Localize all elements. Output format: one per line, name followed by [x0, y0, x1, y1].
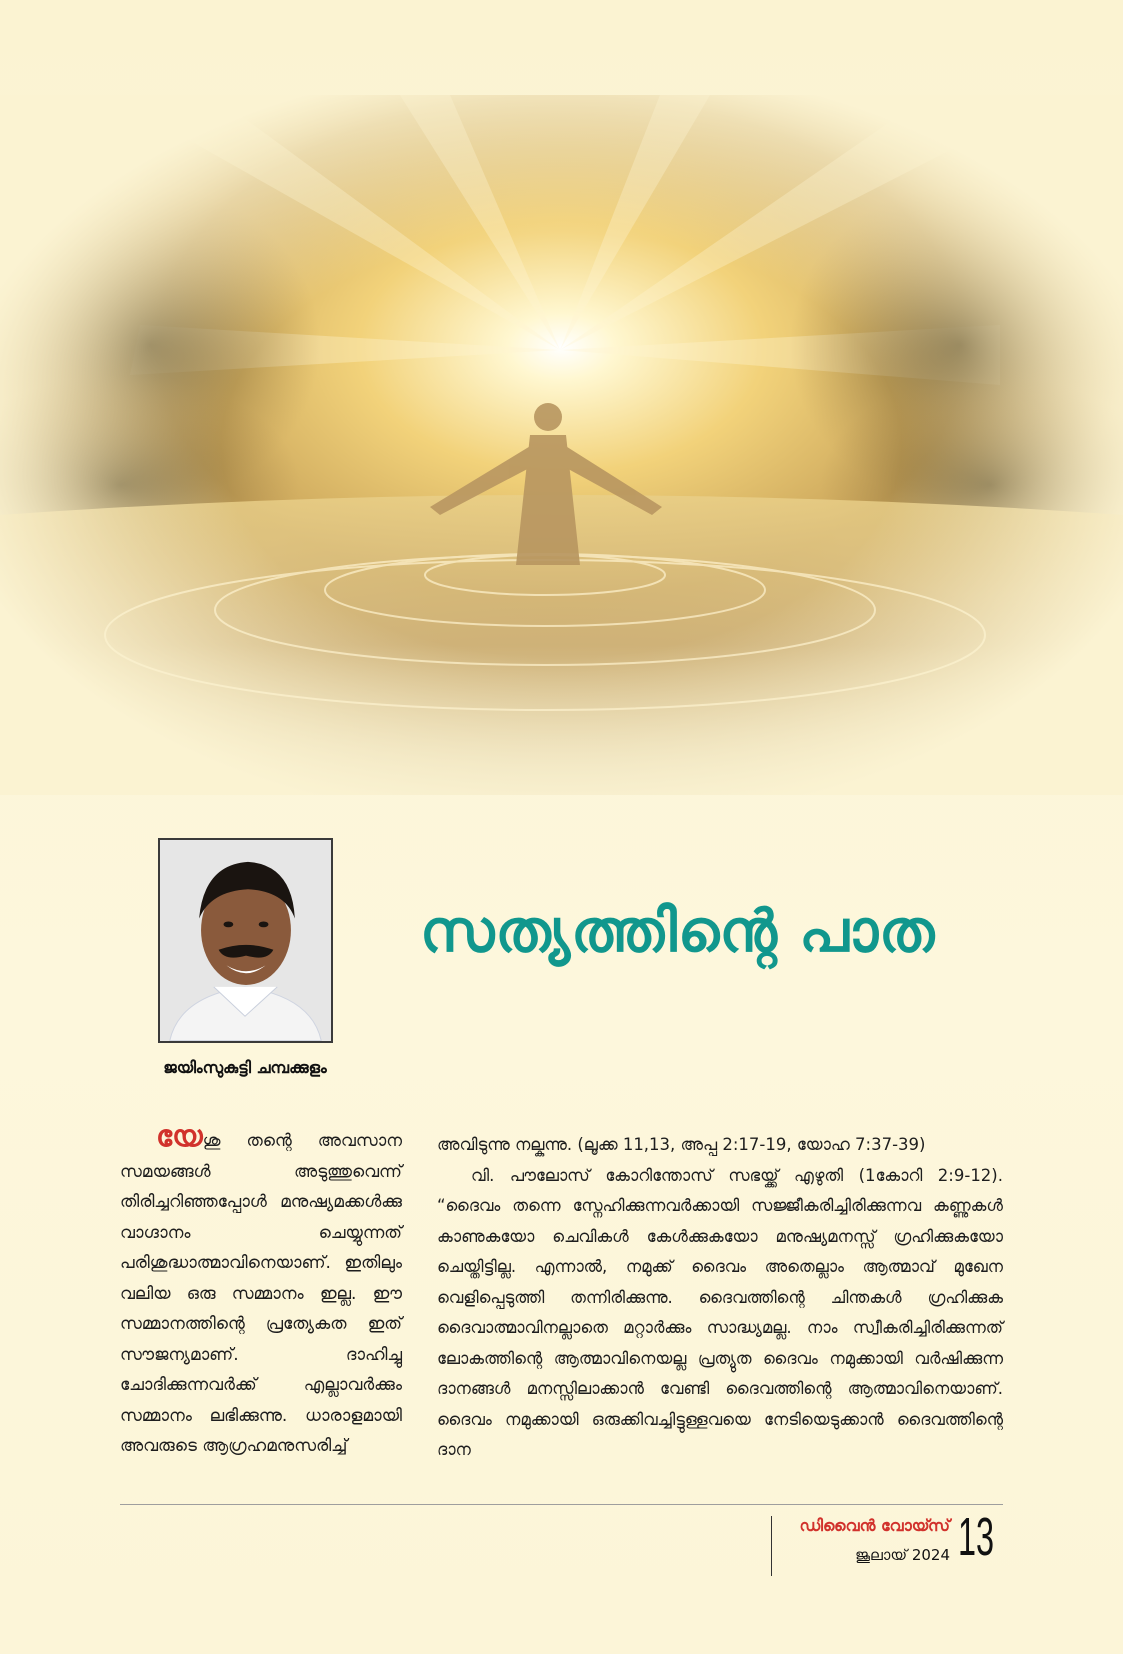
article-title: സത്യത്തിന്റെ പാത [420, 897, 936, 965]
issue-date: ജൂലായ് 2024 [855, 1546, 950, 1564]
right-paragraph-1: അവിടുന്നു നല്കുന്നു. (ലൂക്ക 11,13, അപ്പ 2:17-19, യോഹ 7:37-39) [437, 1135, 926, 1154]
magazine-name: ഡിവൈൻ വോയ്സ് [799, 1516, 950, 1535]
hero-image [0, 95, 1123, 795]
page-number: 13 [958, 1507, 995, 1567]
left-paragraph [120, 1119, 402, 1462]
author-portrait-image [160, 840, 331, 1041]
author-name: ജയിംസുകുട്ടി ചമ്പക്കുളം [163, 1058, 327, 1077]
left-column [120, 1119, 402, 1462]
author-photo [158, 838, 333, 1043]
hero-illustration [0, 95, 1123, 795]
left-paragraph-text: ശു തന്റെ അവസാന സമയങ്ങൾ അടുത്തുവെന്ന് തിരിച്ചറിഞ്ഞപ്പോൾ മനുഷ്യമക്കൾക്കു വാഗ്ദാനം ചെയ്യുന്നത് പരിശുദ്ധാത്മാവിനെയാണ്. ഇതിലും വലിയ ഒരു സമ്മാനം ഇല്ല. ഈ സമ്മാനത്തിന്റെ പ്രത്യേകത ഇത് സൗജന്യമാണ്. ദാഹിച്ചു ചോദിക്കുന്നവർക്ക് എല്ലാവർക്കും സമ്മാനം ലഭിക്കുന്നു. ധാരാളമായി അവരുടെ ആഗ്രഹമനുസരിച്ച് [120, 1131, 402, 1456]
footer-rule [120, 1504, 1003, 1505]
right-column [437, 1130, 1003, 1466]
drop-cap: യേ [156, 1119, 203, 1154]
right-paragraph-2: വി. പൗലോസ് കോറിന്തോസ് സഭയ്ക്ക് എഴുതി (1കോറി 2:9-12). “ദൈവം തന്നെ സ്നേഹിക്കുന്നവർക്കായി സജ്ജീകരിച്ചിരിക്കുന്നവ കണ്ണുകൾ കാണുകയോ ചെവികൾ കേൾക്കുകയോ മനുഷ്യമനസ്സ് ഗ്രഹിക്കുകയോ ചെയ്തിട്ടില്ല. എന്നാൽ, നമുക്ക് ദൈവം അതെല്ലാം ആത്മാവ് മുഖേന വെളിപ്പെടുത്തി തന്നിരിക്കുന്നു. ദൈവത്തിന്റെ ചിന്തകൾ ഗ്രഹിക്കുക ദൈവാത്മാവിനല്ലാതെ മറ്റാർക്കും സാദ്ധ്യമല്ല. നാം സ്വീകരിച്ചിരിക്കുന്നത് ലോകത്തിന്റെ ആത്മാവിനെയല്ല പ്രത്യുത ദൈവം നമുക്കായി വർഷിക്കുന്ന ദാനങ്ങൾ മനസ്സിലാക്കാൻ വേണ്ടി ദൈവത്തിന്റെ ആത്മാവിനെയാണ്. ദൈവം നമുക്കായി ഒരുക്കിവച്ചിട്ടുള്ളവയെ നേടിയെടുക്കാൻ ദൈവത്തിന്റെ ദാന [437, 1165, 1003, 1459]
